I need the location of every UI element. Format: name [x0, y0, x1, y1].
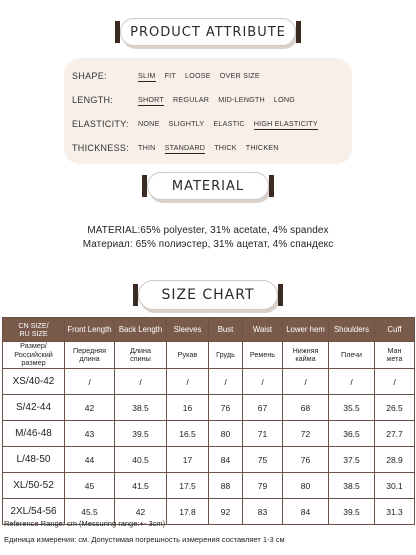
material-description [0, 224, 416, 252]
measurement-cell: / [243, 369, 283, 395]
measurement-cell: / [283, 369, 329, 395]
header-cell-ru: Грудь [209, 342, 243, 369]
measurement-cell: 45 [65, 473, 115, 499]
measurement-cell: 26.5 [375, 395, 415, 421]
measurement-cell: 84 [209, 447, 243, 473]
measurement-cell: / [329, 369, 375, 395]
header-cell-ru: Рукав [167, 342, 209, 369]
attribute-option: REGULAR [173, 95, 210, 104]
header-cell-ru: Размер/ Российский размер [3, 342, 65, 369]
measurement-cell: 36.5 [329, 421, 375, 447]
material-pill [147, 172, 269, 200]
measurement-cell: / [375, 369, 415, 395]
product-attribute-pill [120, 18, 296, 46]
material-heading [147, 172, 269, 200]
measurement-cell: 41.5 [115, 473, 167, 499]
attribute-row [72, 112, 344, 136]
attribute-option: THICKEN [245, 143, 279, 152]
measurement-cell: 92 [209, 499, 243, 525]
table-row [3, 421, 415, 447]
measurement-cell: 76 [283, 447, 329, 473]
header-cell-en: CN SIZE/ RU SIZE [3, 318, 65, 342]
measurement-cell: 17.5 [167, 473, 209, 499]
header-cell-ru: Ремень [243, 342, 283, 369]
size-label-cell: XL/50-52 [3, 473, 65, 499]
header-cell-en: Front Length [65, 318, 115, 342]
pill-right-bar [278, 284, 283, 306]
size-chart-title: SIZE CHART [161, 287, 255, 303]
table-row [3, 447, 415, 473]
size-label-cell: XS/40-42 [3, 369, 65, 395]
header-cell-en: Waist [243, 318, 283, 342]
attribute-option: SLIM [138, 70, 156, 80]
measurement-cell: 38.5 [115, 395, 167, 421]
measurement-cell: 27.7 [375, 421, 415, 447]
attribute-label: SHAPE: [72, 71, 107, 81]
measurement-cell: / [209, 369, 243, 395]
product-attribute-heading [120, 18, 296, 46]
measurement-cell: 37.5 [329, 447, 375, 473]
measurement-cell: 17.8 [167, 499, 209, 525]
measurement-cell: 84 [283, 499, 329, 525]
header-cell-en: Sleeves [167, 318, 209, 342]
attribute-panel [64, 58, 352, 164]
measurement-cell: 80 [209, 421, 243, 447]
measurement-cell: 42 [115, 499, 167, 525]
pill-left-bar [133, 284, 138, 306]
attribute-option: THICK [214, 143, 237, 152]
header-cell-ru: Передняя длина [65, 342, 115, 369]
measurement-cell: 75 [243, 447, 283, 473]
attribute-option: ELASTIC [213, 119, 245, 128]
measurement-cell: 68 [283, 395, 329, 421]
measurement-cell: 67 [243, 395, 283, 421]
measurement-cell: 39.5 [115, 421, 167, 447]
table-row [3, 473, 415, 499]
attribute-option: NONE [138, 119, 160, 128]
measurement-cell: 31.3 [375, 499, 415, 525]
attribute-option: STANDARD [164, 142, 206, 152]
table-header-en [3, 318, 415, 342]
footnote-ru: Единица измерения: см. Допустимая погрешность измерения составляет 1-3 см [4, 535, 285, 544]
pill-right-bar [296, 21, 301, 43]
measurement-cell: 88 [209, 473, 243, 499]
material-title: MATERIAL [171, 178, 245, 194]
size-label-cell: M/46-48 [3, 421, 65, 447]
attribute-label: LENGTH: [72, 95, 114, 105]
header-cell-en: Back Length [115, 318, 167, 342]
measurement-cell: 16.5 [167, 421, 209, 447]
footnote-en: Reference Range: cm (Messuring range:+- 3cm) [4, 519, 166, 528]
size-label-cell: L/48-50 [3, 447, 65, 473]
header-cell-en: Lower hem [283, 318, 329, 342]
table-body [3, 369, 415, 525]
measurement-cell: 45.5 [65, 499, 115, 525]
header-cell-en: Bust [209, 318, 243, 342]
measurement-cell: 43 [65, 421, 115, 447]
measurement-cell: 79 [243, 473, 283, 499]
header-cell-ru: Ман жета [375, 342, 415, 369]
size-chart-table [2, 317, 415, 525]
attribute-row [72, 88, 344, 112]
measurement-cell: 39.5 [329, 499, 375, 525]
measurement-cell: 17 [167, 447, 209, 473]
measurement-cell: 40.5 [115, 447, 167, 473]
attribute-option: THIN [138, 143, 156, 152]
measurement-cell: 42 [65, 395, 115, 421]
header-cell-ru: Плечи [329, 342, 375, 369]
pill-left-bar [115, 21, 120, 43]
measurement-cell: 35.5 [329, 395, 375, 421]
table-row [3, 395, 415, 421]
attribute-label: THICKNESS: [72, 143, 130, 153]
size-label-cell: 2XL/54-56 [3, 499, 65, 525]
measurement-cell: / [65, 369, 115, 395]
header-cell-ru: Нижняя кайма [283, 342, 329, 369]
table-row [3, 369, 415, 395]
pill-right-bar [269, 175, 274, 197]
attribute-label: ELASTICITY: [72, 119, 129, 129]
attribute-option: FIT [164, 71, 176, 80]
measurement-cell: / [167, 369, 209, 395]
measurement-cell: 28.9 [375, 447, 415, 473]
attribute-row [72, 64, 344, 88]
measurement-cell: 30.1 [375, 473, 415, 499]
size-label-cell: S/42-44 [3, 395, 65, 421]
measurement-cell: 16 [167, 395, 209, 421]
measurement-cell: 76 [209, 395, 243, 421]
measurement-cell: 71 [243, 421, 283, 447]
attribute-option: SHORT [138, 94, 165, 104]
attribute-option: SLIGHTLY [168, 119, 205, 128]
measurement-cell: 83 [243, 499, 283, 525]
table-header-ru [3, 342, 415, 369]
pill-left-bar [142, 175, 147, 197]
material-line-en: MATERIAL:65% polyester, 31% acetate, 4% spandex [87, 225, 329, 236]
measurement-cell: / [115, 369, 167, 395]
size-chart-heading [138, 280, 278, 310]
attribute-option: LONG [273, 95, 296, 104]
header-cell-ru: Длина спины [115, 342, 167, 369]
product-attribute-title: PRODUCT ATTRIBUTE [130, 24, 286, 40]
attribute-option: LOOSE [184, 71, 211, 80]
material-line-ru: Материал: 65% полиэстер, 31% ацетат, 4% спандекс [82, 239, 334, 250]
header-cell-en: Shoulders [329, 318, 375, 342]
attribute-option: HIGH ELASTICITY [253, 118, 318, 128]
size-chart-pill [138, 280, 278, 310]
measurement-cell: 38.5 [329, 473, 375, 499]
attribute-option: MID-LENGTH [218, 95, 265, 104]
attribute-row [72, 136, 344, 160]
measurement-cell: 44 [65, 447, 115, 473]
header-cell-en: Cuff [375, 318, 415, 342]
measurement-cell: 80 [283, 473, 329, 499]
measurement-cell: 72 [283, 421, 329, 447]
attribute-option: OVER SIZE [219, 71, 260, 80]
